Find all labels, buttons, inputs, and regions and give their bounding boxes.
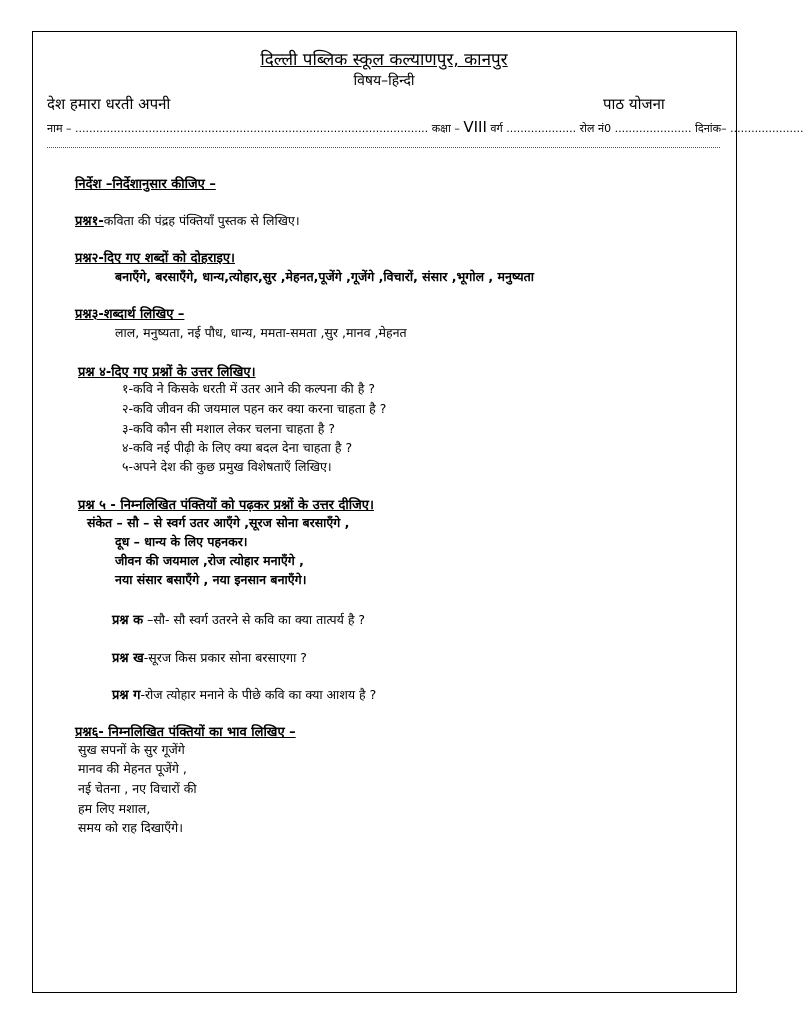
question-5a [112, 609, 365, 628]
question-4-item: ३-कवि कौन सी मशाल लेकर चलना चाहता है ? [122, 421, 335, 436]
verse-line: जीवन की जयमाल ,रोज त्योहार मनाएँगे , [115, 553, 304, 568]
lesson-plan-label: पाठ योजना [603, 95, 665, 113]
name-field: नाम – ..................................................................................................... [47, 122, 429, 135]
question-4-item: ५-अपने देश की कुछ प्रमुख विशेषताएँ लिखिए। [122, 459, 332, 474]
poem-line: सुख सपनों के सुर गूजेंगे [78, 742, 185, 757]
poem-line: नई चेतना , नए विचारों की [78, 781, 197, 796]
roll-field: रोल नं0 ...................... [579, 122, 692, 135]
question-3-heading: प्रश्न३-शब्दार्थ लिखिए – [75, 307, 185, 322]
question-2-words: बनाएँगे, बरसाएँगे, धान्य,त्योहार,सुर ,मेहनत,पूजेंगे ,गूजेंगे ,विचारों, संसार ,भूगोल , मनुष्यता [115, 269, 534, 284]
section-field: वर्ग .................... [490, 122, 577, 135]
question-3-words: लाल, मनुष्यता, नई पौध, धान्य, ममता-समता ,सुर ,मानव ,मेहनत [115, 325, 407, 340]
lesson-title: देश हमारा धरती अपनी [47, 95, 171, 113]
verse-line: दूध – धान्य के लिए पहनकर। [115, 534, 248, 549]
poem-line: समय को राह दिखाएँगे। [78, 820, 183, 835]
poem-line: मानव की मेहनत पूजेंगे , [78, 761, 187, 776]
instructions-heading: निर्देश –निर्देशानुसार कीजिए – [75, 177, 216, 192]
question-5c [112, 684, 376, 703]
question-1-text: कविता की पंद्रह पंक्तियाँ पुस्तक से लिखिए। [103, 213, 300, 228]
question-2-heading: प्रश्न२-दिए गए शब्दों को दोहराइए। [75, 251, 235, 266]
question-5-heading: प्रश्न ५ - निम्नलिखित पंक्तियों को पढ़कर प्रश्नों के उत्तर दीजिए। [78, 498, 374, 513]
verse-line: नया संसार बसाएँगे , नया इनसान बनाएँगे। [115, 572, 307, 587]
class-label: कक्षा – [431, 122, 460, 135]
question-5b-text: -सूरज किस प्रकार सोना बरसाएगा ? [143, 650, 307, 665]
question-5a-label: प्रश्न क [112, 613, 144, 628]
question-5a-text: –सौ- सौ स्वर्ग उतरने से कवि का क्या तात्पर्य है ? [143, 612, 366, 627]
verse-line: संकेत – सौ – से स्वर्ग उतर आएँगे ,सूरज सोना बरसाएँगे , [87, 515, 350, 530]
date-field: दिनांक– ..................... [695, 122, 804, 135]
question-5b [112, 647, 307, 666]
question-1-label: प्रश्न१- [75, 214, 104, 229]
dotted-divider [47, 147, 720, 148]
question-5b-label: प्रश्न ख [112, 651, 144, 666]
question-4-heading: प्रश्न ४-दिए गए प्रश्नों के उत्तर लिखिए। [78, 365, 256, 380]
question-4-item: १-कवि ने किसके धरती में उतर आने की कल्पना की है ? [122, 381, 375, 396]
question-6-heading: प्रश्न६- निम्नलिखित पंक्तियों का भाव लिखिए – [75, 725, 296, 740]
question-1 [75, 210, 300, 229]
poem-line: हम लिए मशाल, [78, 801, 151, 816]
question-4-item: ४-कवि नई पीढ़ी के लिए क्या बदल देना चाहता है ? [122, 440, 353, 455]
question-5c-label: प्रश्न ग [112, 688, 141, 703]
question-4-item: २-कवि जीवन की जयमाल पहन कर क्या करना चाहता है ? [122, 401, 387, 416]
question-5c-text: -रोज त्योहार मनाने के पीछे कवि का क्या आशय है ? [140, 687, 377, 702]
student-fields [47, 118, 804, 136]
subject-title: विषय–हिन्दी [353, 73, 415, 89]
class-value: VIII [463, 118, 487, 136]
school-name: दिल्ली पब्लिक स्कूल कल्याणपुर, कानपुर [260, 50, 508, 70]
